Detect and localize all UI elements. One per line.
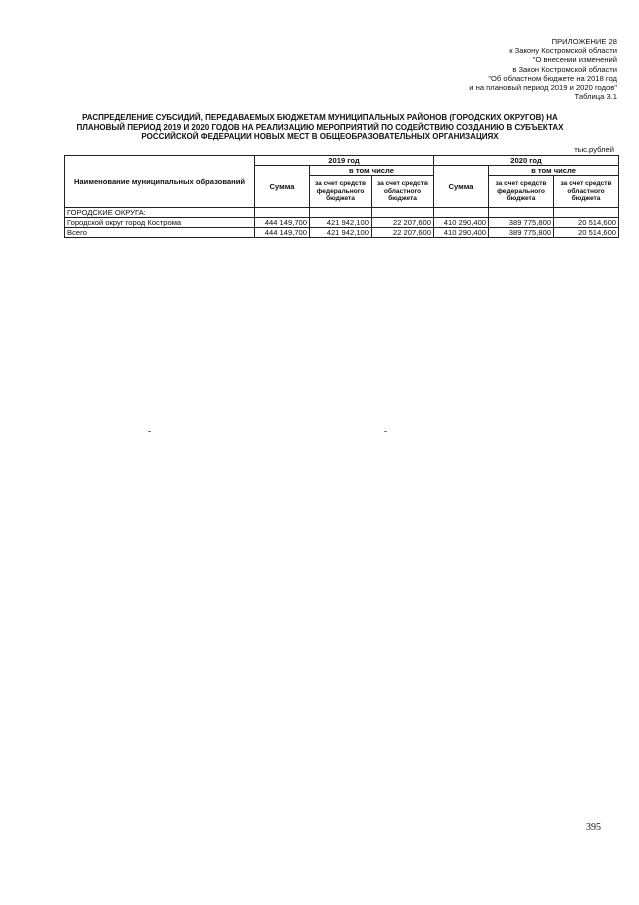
table-number: Таблица 3.1 [574,92,617,102]
scan-speck [148,431,151,432]
title-line: ПЛАНОВЫЙ ПЕРИОД 2019 И 2020 ГОДОВ НА РЕАЛИЗАЦИЮ МЕРОПРИЯТИЙ ПО СОДЕЙСТВИЮ СОЗДАНИЮ В СУБЪЕКТАХ [76,122,564,132]
header-regional-2020: за счет средств областного бюджета [554,176,619,208]
total-federal-2019: 421 942,100 [310,228,372,238]
scan-speck [384,431,387,432]
total-regional-2019: 22 207,600 [372,228,434,238]
group-row [65,208,619,218]
total-federal-2020: 389 775,800 [489,228,554,238]
units-label: тыс.рублей [574,145,614,154]
appendix-line: и на плановый период 2019 и 2020 годов" [469,83,617,93]
appendix-line: "Об областном бюджете на 2018 год [488,73,617,83]
appendix-line: "О внесении изменений [532,55,617,65]
header-sum-2020: Сумма [434,166,489,208]
federal-2020-cell: 389 775,800 [489,218,554,228]
header-municipality: Наименование муниципальных образований [65,156,255,208]
header-federal-2019: за счет средств федерального бюджета [310,176,372,208]
total-row [65,228,619,238]
document-title [40,113,600,142]
total-label: Всего [65,228,255,238]
regional-2019-cell: 22 207,600 [372,218,434,228]
header-federal-2020: за счет средств федерального бюджета [489,176,554,208]
municipality-name: Городской округ город Кострома [65,218,255,228]
group-label: ГОРОДСКИЕ ОКРУГА: [65,208,255,218]
header-including-2019: в том числе [310,166,434,176]
federal-2019-cell: 421 942,100 [310,218,372,228]
header-sum-2019: Сумма [255,166,310,208]
sum-2020-cell: 410 290,400 [434,218,489,228]
header-including-2020: в том числе [489,166,619,176]
subsidy-table [64,155,619,238]
appendix-header [469,37,617,101]
regional-2020-cell: 20 514,600 [554,218,619,228]
total-sum-2020: 410 290,400 [434,228,489,238]
header-regional-2019: за счет средств областного бюджета [372,176,434,208]
title-line: РОССИЙСКОЙ ФЕДЕРАЦИИ НОВЫХ МЕСТ В ОБЩЕОБРАЗОВАТЕЛЬНЫХ ОРГАНИЗАЦИЯХ [141,132,499,142]
sum-2019-cell: 444 149,700 [255,218,310,228]
header-year-2020: 2020 год [434,156,619,166]
appendix-line: ПРИЛОЖЕНИЕ 28 [551,37,617,46]
table-row [65,218,619,228]
appendix-line: в Закон Костромской области [512,64,617,74]
header-year-2019: 2019 год [255,156,434,166]
page-number: 395 [586,822,601,833]
total-regional-2020: 20 514,600 [554,228,619,238]
total-sum-2019: 444 149,700 [255,228,310,238]
title-line: РАСПРЕДЕЛЕНИЕ СУБСИДИЙ, ПЕРЕДАВАЕМЫХ БЮДЖЕТАМ МУНИЦИПАЛЬНЫХ РАЙОНОВ (ГОРОДСКИХ ОКРУГОВ) НА [82,113,558,122]
appendix-line: к Закону Костромской области [509,46,617,56]
